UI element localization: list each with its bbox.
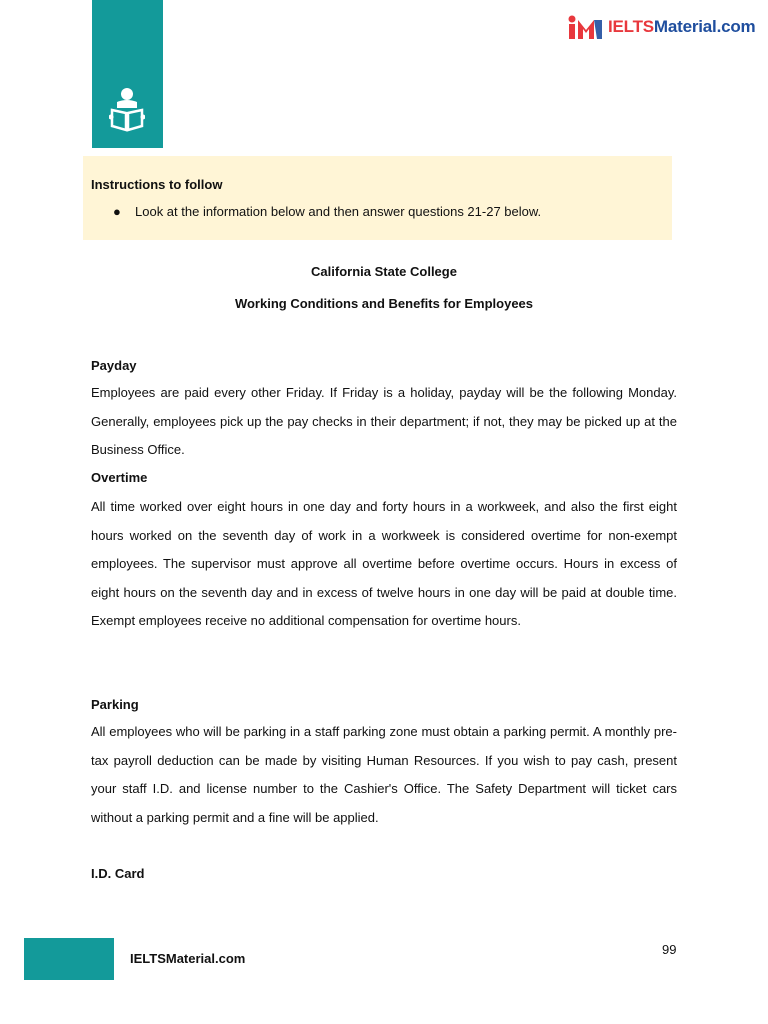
section-body-payday: Employees are paid every other Friday. If Friday is a holiday, payday will be the following Monday. Generally, employees pick up the pay checks in their department; if not, they may be picked up at the Business Office. [91,385,677,457]
footer-site-name: IELTSMaterial.com [130,951,246,966]
ielts-logo-mark-icon [566,14,606,40]
instructions-title: Instructions to follow [91,177,223,192]
section-heading-overtime: Overtime [91,470,148,485]
bullet-icon: ● [113,204,121,219]
footer-teal-bar [24,938,114,980]
instructions-text: Look at the information below and then answer questions 21-27 below. [135,204,542,219]
reader-book-icon [109,86,145,132]
instructions-box [83,156,672,240]
section-heading-payday: Payday [91,358,137,373]
section-body-overtime: All time worked over eight hours in one day and forty hours in a workweek, and also the first eight hours worked on the seventh day of work in a workweek is considered overtime for non-exempt employees. The supervisor must approve all overtime before overtime occurs. Hours in excess of eight hours on the seventh day and in excess of twelve hours in one day will be paid at double time. Exempt employees receive no additional compensation for overtime hours. [91,499,677,628]
page-number: 99 [662,942,677,957]
section-heading-parking: Parking [91,697,139,712]
logo-text: IELTSMaterial.com [608,17,756,36]
section-body-parking: All employees who will be parking in a staff parking zone must obtain a parking permit. A monthly pre-tax payroll deduction can be made by visiting Human Resources. If you wish to pay cash, present your staff I.D. and license number to the Cashier's Office. The Safety Department will ticket cars without a parking permit and a fine will be applied. [91,724,677,825]
instructions-bullet-item [113,204,541,219]
institution-title: California State College [311,264,457,279]
document-subtitle: Working Conditions and Benefits for Employees [234,296,534,311]
header-teal-tab [92,0,163,148]
ielts-material-logo[interactable] [566,12,755,42]
section-heading-id-card: I.D. Card [91,866,145,881]
